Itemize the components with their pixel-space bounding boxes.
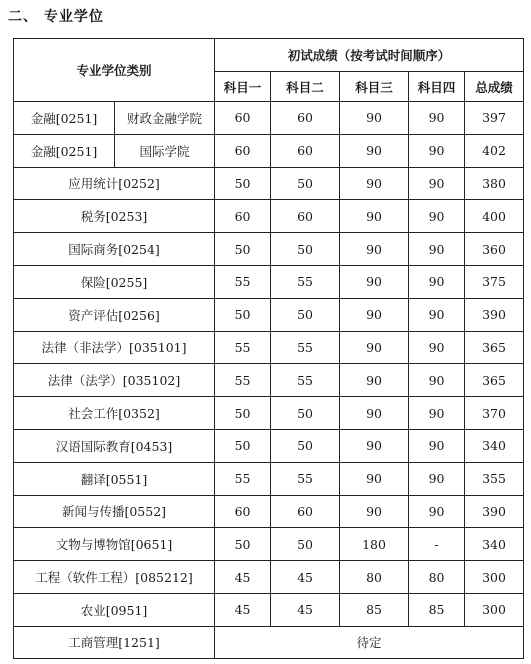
subject-score-cell: 50 bbox=[215, 429, 271, 462]
subject-score-cell: 60 bbox=[215, 102, 271, 135]
group-header: 初试成绩（按考试时间顺序） bbox=[215, 39, 524, 72]
subject-score-cell: 90 bbox=[340, 495, 409, 528]
table-row bbox=[14, 265, 524, 298]
subject-score-cell: 80 bbox=[409, 561, 465, 594]
table-row bbox=[14, 364, 524, 397]
subject-score-cell: - bbox=[409, 528, 465, 561]
subject-score-cell: 45 bbox=[271, 561, 340, 594]
table-row bbox=[14, 561, 524, 594]
subject-score-cell: 45 bbox=[215, 561, 271, 594]
degree-category-cell: 工程（软件工程）[085212] bbox=[14, 561, 215, 594]
table-row bbox=[14, 200, 524, 233]
header-row-1 bbox=[14, 39, 524, 72]
subject-score-cell: 60 bbox=[215, 200, 271, 233]
total-score-cell: 375 bbox=[465, 265, 524, 298]
subject-score-cell: 55 bbox=[215, 462, 271, 495]
subject-header: 科目四 bbox=[409, 72, 465, 102]
subject-score-cell: 85 bbox=[340, 593, 409, 626]
subject-score-cell: 90 bbox=[409, 462, 465, 495]
table-row bbox=[14, 331, 524, 364]
subject-score-cell: 90 bbox=[409, 167, 465, 200]
subject-score-cell: 60 bbox=[271, 200, 340, 233]
subject-score-cell: 90 bbox=[340, 233, 409, 266]
subject-score-cell: 90 bbox=[340, 265, 409, 298]
subject-score-cell: 50 bbox=[215, 167, 271, 200]
subject-score-cell: 50 bbox=[271, 528, 340, 561]
total-score-cell: 355 bbox=[465, 462, 524, 495]
subject-score-cell: 90 bbox=[409, 134, 465, 167]
total-score-cell: 402 bbox=[465, 134, 524, 167]
table-row bbox=[14, 298, 524, 331]
degree-category-cell: 工商管理[1251] bbox=[14, 626, 215, 658]
subject-score-cell: 60 bbox=[271, 495, 340, 528]
total-score-cell: 370 bbox=[465, 397, 524, 430]
subject-score-cell: 90 bbox=[340, 167, 409, 200]
degree-category-cell: 法律（法学）[035102] bbox=[14, 364, 215, 397]
subject-score-cell: 50 bbox=[271, 397, 340, 430]
total-score-cell: 365 bbox=[465, 364, 524, 397]
subject-score-cell: 60 bbox=[215, 495, 271, 528]
subject-score-cell: 90 bbox=[340, 331, 409, 364]
degree-category-cell: 文物与博物馆[0651] bbox=[14, 528, 215, 561]
section-heading: 二、 专业学位 bbox=[8, 9, 104, 25]
subject-score-cell: 50 bbox=[215, 298, 271, 331]
table-row bbox=[14, 528, 524, 561]
subject-header: 科目三 bbox=[340, 72, 409, 102]
subject-score-cell: 90 bbox=[340, 298, 409, 331]
degree-category-cell: 资产评估[0256] bbox=[14, 298, 215, 331]
table-row bbox=[14, 593, 524, 626]
degree-category-cell: 国际商务[0254] bbox=[14, 233, 215, 266]
subject-score-cell: 55 bbox=[271, 331, 340, 364]
degree-category-cell: 汉语国际教育[0453] bbox=[14, 429, 215, 462]
subject-score-cell: 60 bbox=[271, 102, 340, 135]
subject-header: 科目一 bbox=[215, 72, 271, 102]
subject-score-cell: 50 bbox=[271, 298, 340, 331]
pending-cell: 待定 bbox=[215, 626, 524, 658]
subject-score-cell: 60 bbox=[215, 134, 271, 167]
table-row bbox=[14, 102, 524, 135]
subject-score-cell: 180 bbox=[340, 528, 409, 561]
total-header: 总成绩 bbox=[465, 72, 524, 102]
total-score-cell: 300 bbox=[465, 593, 524, 626]
subject-score-cell: 55 bbox=[271, 364, 340, 397]
score-table bbox=[13, 38, 524, 659]
table-row bbox=[14, 134, 524, 167]
subject-score-cell: 55 bbox=[215, 265, 271, 298]
subject-score-cell: 60 bbox=[271, 134, 340, 167]
table-row bbox=[14, 626, 524, 658]
subject-score-cell: 45 bbox=[215, 593, 271, 626]
subject-score-cell: 90 bbox=[409, 495, 465, 528]
table-row bbox=[14, 167, 524, 200]
total-score-cell: 397 bbox=[465, 102, 524, 135]
school-cell: 国际学院 bbox=[115, 134, 215, 167]
subject-score-cell: 90 bbox=[409, 331, 465, 364]
subject-score-cell: 90 bbox=[340, 397, 409, 430]
total-score-cell: 340 bbox=[465, 528, 524, 561]
category-header: 专业学位类别 bbox=[14, 39, 215, 102]
total-score-cell: 380 bbox=[465, 167, 524, 200]
subject-score-cell: 90 bbox=[409, 233, 465, 266]
subject-header: 科目二 bbox=[271, 72, 340, 102]
degree-category-cell: 农业[0951] bbox=[14, 593, 215, 626]
subject-score-cell: 45 bbox=[271, 593, 340, 626]
subject-score-cell: 50 bbox=[215, 233, 271, 266]
total-score-cell: 390 bbox=[465, 298, 524, 331]
subject-score-cell: 90 bbox=[340, 462, 409, 495]
subject-score-cell: 50 bbox=[271, 167, 340, 200]
degree-category-cell: 社会工作[0352] bbox=[14, 397, 215, 430]
subject-score-cell: 90 bbox=[340, 134, 409, 167]
degree-category-cell: 税务[0253] bbox=[14, 200, 215, 233]
subject-score-cell: 55 bbox=[271, 462, 340, 495]
subject-score-cell: 50 bbox=[271, 233, 340, 266]
table-row bbox=[14, 397, 524, 430]
total-score-cell: 365 bbox=[465, 331, 524, 364]
subject-score-cell: 90 bbox=[409, 200, 465, 233]
degree-category-cell: 保险[0255] bbox=[14, 265, 215, 298]
subject-score-cell: 80 bbox=[340, 561, 409, 594]
subject-score-cell: 90 bbox=[340, 102, 409, 135]
subject-score-cell: 55 bbox=[271, 265, 340, 298]
subject-score-cell: 90 bbox=[409, 298, 465, 331]
table-row bbox=[14, 429, 524, 462]
subject-score-cell: 90 bbox=[409, 265, 465, 298]
table-row bbox=[14, 233, 524, 266]
subject-score-cell: 50 bbox=[215, 397, 271, 430]
subject-score-cell: 90 bbox=[340, 364, 409, 397]
table-row bbox=[14, 462, 524, 495]
degree-category-cell: 新闻与传播[0552] bbox=[14, 495, 215, 528]
total-score-cell: 400 bbox=[465, 200, 524, 233]
subject-score-cell: 90 bbox=[409, 364, 465, 397]
total-score-cell: 360 bbox=[465, 233, 524, 266]
subject-score-cell: 50 bbox=[215, 528, 271, 561]
subject-score-cell: 85 bbox=[409, 593, 465, 626]
subject-score-cell: 90 bbox=[340, 429, 409, 462]
degree-category-cell: 翻译[0551] bbox=[14, 462, 215, 495]
total-score-cell: 340 bbox=[465, 429, 524, 462]
degree-category-cell: 金融[0251] bbox=[14, 134, 115, 167]
subject-score-cell: 50 bbox=[271, 429, 340, 462]
degree-category-cell: 金融[0251] bbox=[14, 102, 115, 135]
subject-score-cell: 90 bbox=[409, 397, 465, 430]
subject-score-cell: 55 bbox=[215, 364, 271, 397]
table-row bbox=[14, 495, 524, 528]
degree-category-cell: 应用统计[0252] bbox=[14, 167, 215, 200]
school-cell: 财政金融学院 bbox=[115, 102, 215, 135]
subject-score-cell: 90 bbox=[340, 200, 409, 233]
subject-score-cell: 90 bbox=[409, 102, 465, 135]
subject-score-cell: 55 bbox=[215, 331, 271, 364]
total-score-cell: 300 bbox=[465, 561, 524, 594]
subject-score-cell: 90 bbox=[409, 429, 465, 462]
total-score-cell: 390 bbox=[465, 495, 524, 528]
degree-category-cell: 法律（非法学）[035101] bbox=[14, 331, 215, 364]
